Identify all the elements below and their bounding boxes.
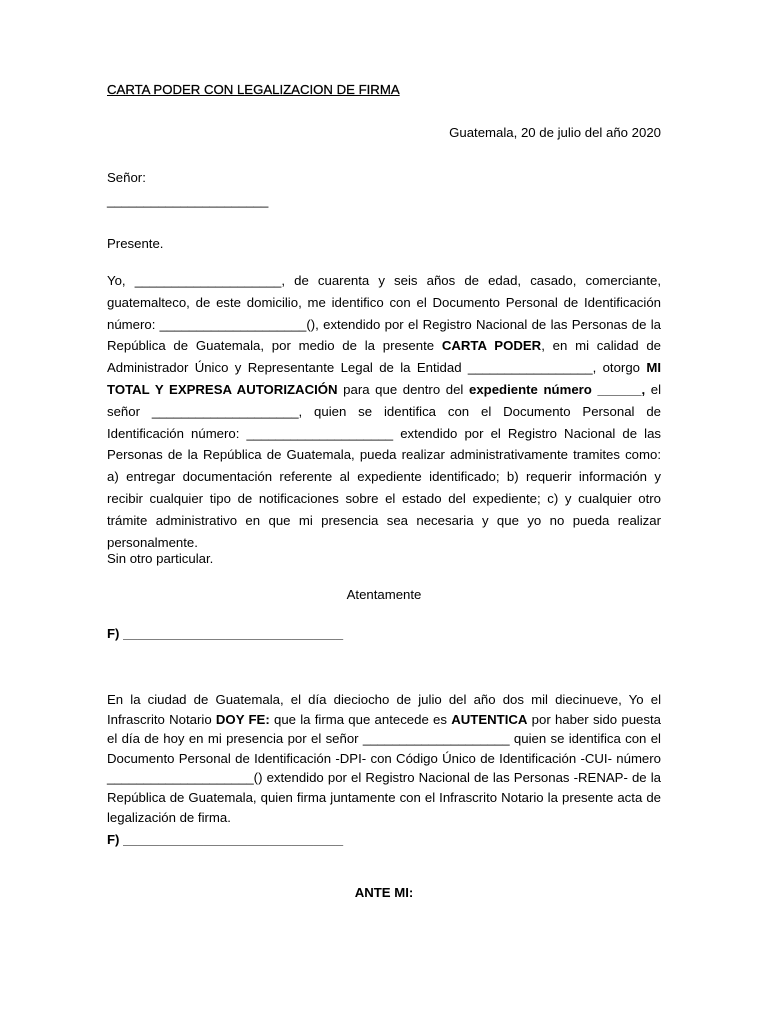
ante-mi-heading: ANTE MI: (354, 885, 414, 900)
legal-text-2: que la firma que antecede es (269, 711, 452, 727)
legal-text-1: En la ciudad de Guatemala, el día dieciocho de julio del año dos mil diecinueve, Yo el Infrascrito Notario (107, 692, 661, 727)
body-bold-autorizacion: MI TOTAL Y EXPRESA AUTORIZACIÓN (107, 360, 661, 397)
body-bold-expediente: expediente número ______, (468, 381, 646, 397)
legal-bold-doy-fe: DOY FE: (215, 711, 270, 727)
date-line: Guatemala, 20 de julio del año 2020 (449, 125, 661, 140)
legal-bold-autentica: AUTENTICA (451, 711, 528, 727)
body-bold-carta-poder: CARTA PODER (441, 338, 542, 354)
closing-text: Sin otro particular. (107, 551, 214, 566)
signature-line-1: F) ______________________________ (107, 626, 344, 641)
body-text-1: Yo, ____________________, de cuarenta y seis años de edad, casado, comerciante, guatemalteco, de este domicilio, me identifico con el Documento Personal de Identificación número: ____________________(), extendido por el Registro Nacional de las Personas de la República de Guatemala, por medio de la presente (107, 273, 661, 354)
body-text-3: para que dentro del (337, 381, 469, 397)
body-text-4: el señor ____________________, quien se identifica con el Documento Personal de Identificación número: ____________________ extendido por el Registro Nacional de las Personas de la República de Guatemala, pueda realizar administrativamente tramites como: a) entregar documentación referente al expediente identificado; b) requerir información y recibir cualquier tipo de notificaciones sobre el estado del expediente; c) y cualquier otro trámite administrativo en que mi presencia sea necesaria y que yo no pueda realizar personalmente. (107, 381, 661, 550)
body-paragraph (107, 270, 661, 553)
legalization-paragraph (107, 690, 661, 827)
salutation: Señor: (107, 170, 146, 185)
document-title: CARTA PODER CON LEGALIZACION DE FIRMA (107, 82, 400, 97)
presente-text: Presente. (107, 236, 164, 251)
regards-text: Atentamente (346, 587, 422, 602)
signature-line-2: F) ______________________________ (107, 832, 344, 847)
legal-text-3: por haber sido puesta el día de hoy en mi presencia por el señor ____________________ quien se identifica con el Documento Personal de Identificación -DPI- con Código Único de Identificación -CUI- número ____________________() extendido por el Registro Nacional de las Personas -RENAP- de la República de Guatemala, quien firma juntamente con el Infrascrito Notario la presente acta de legalización de firma. (107, 711, 661, 825)
body-text-2: , en mi calidad de Administrador Único y Representante Legal de la Entidad _________________, otorgo (107, 338, 661, 376)
salutation-blank: ______________________ (107, 193, 269, 208)
